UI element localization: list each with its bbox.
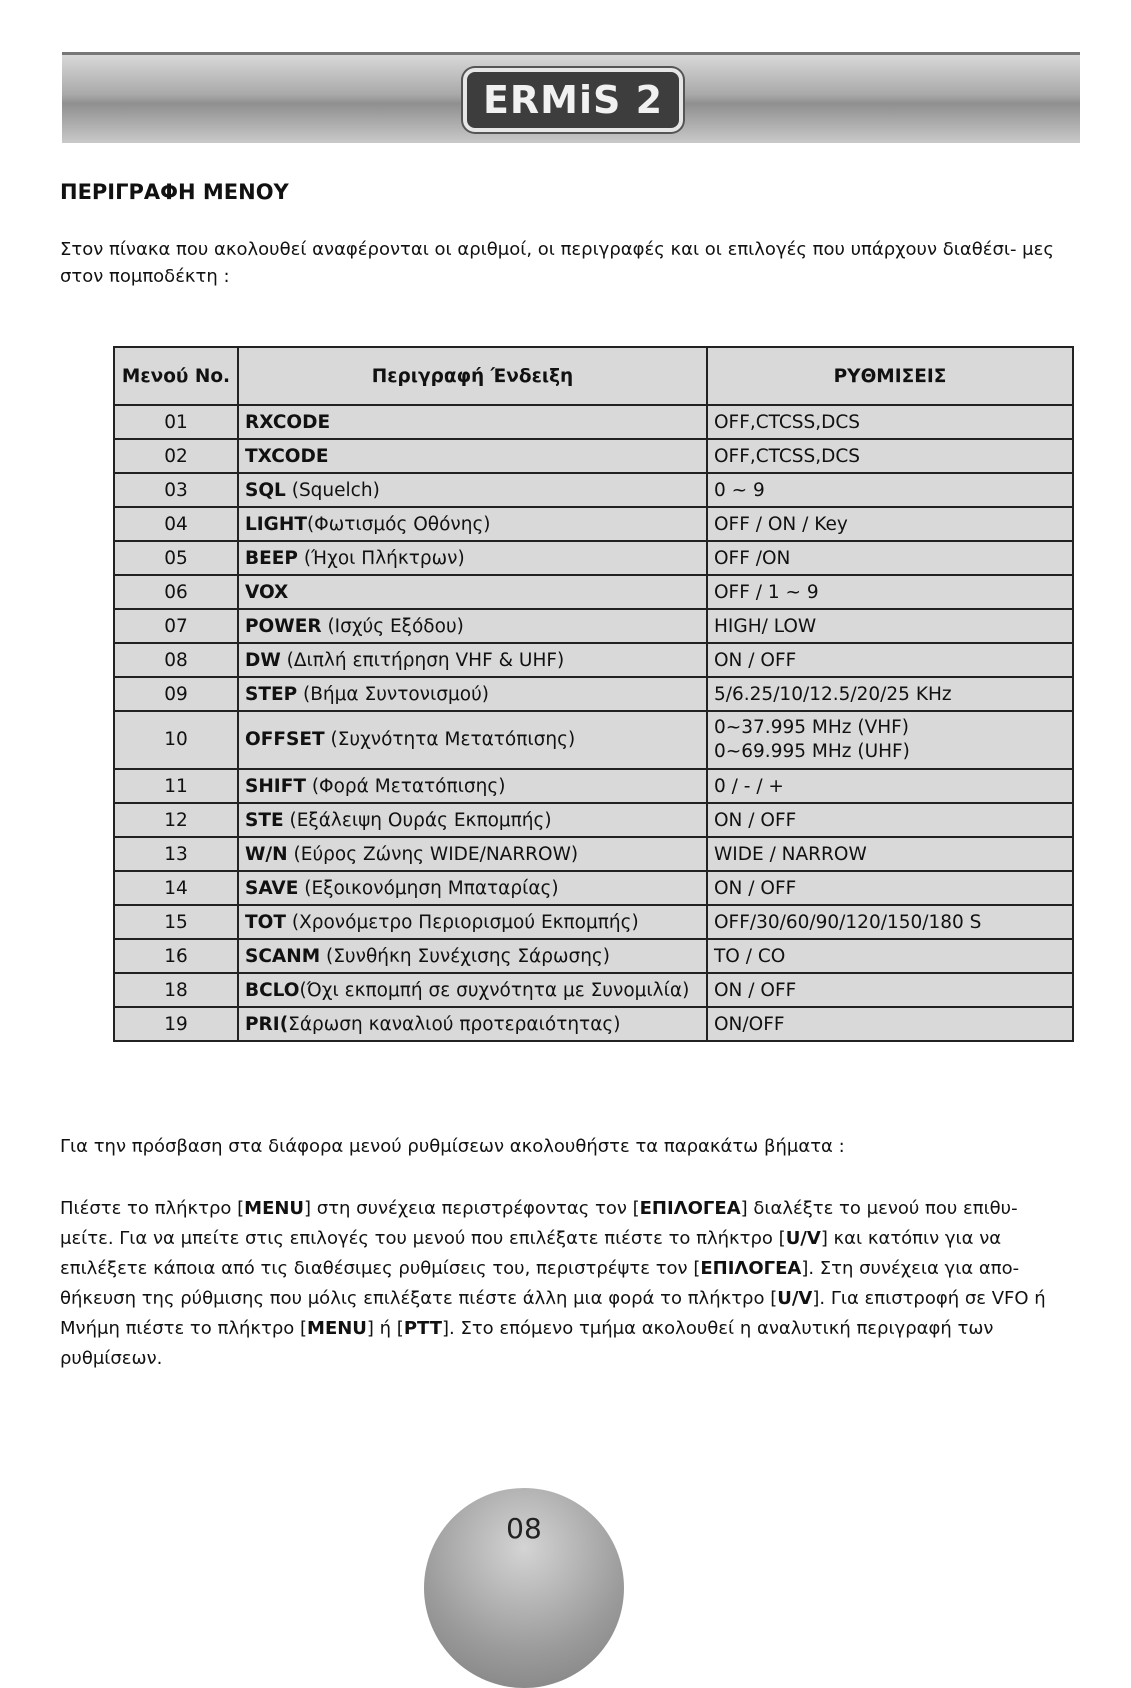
- menu-key: OFFSET: [245, 729, 325, 750]
- instr-text: ] και κατόπιν για να επιλέξετε κάποια από τις διαθέσιμες ρυθμίσεις του, περιστρέψτε τον [: [60, 1228, 1002, 1279]
- menu-desc-text: (Φωτισμός Οθόνης): [306, 513, 491, 535]
- table-row: [114, 405, 1073, 439]
- setting-value: OFF/30/60/90/120/150/180 S: [714, 911, 982, 933]
- setting-value: OFF,CTCSS,DCS: [714, 445, 861, 467]
- menu-number: 18: [114, 973, 238, 1007]
- key-menu: MENU: [244, 1198, 305, 1219]
- menu-setting: [707, 405, 1073, 439]
- menu-description: [238, 473, 707, 507]
- menu-setting: [707, 541, 1073, 575]
- menu-key: SCANM: [245, 945, 321, 967]
- menu-desc-text: (Εξάλειψη Ουράς Εκπομπής): [283, 809, 552, 831]
- menu-description: [238, 439, 707, 473]
- table-row: [114, 507, 1073, 541]
- menu-number: 01: [114, 405, 238, 439]
- instr-text: ] διαλέξτε το μενού που επιθυ- μείτε. Για να μπείτε στις επιλογές του μενού που επιλέξατε πιέστε το πλήκτρο [: [60, 1198, 1018, 1249]
- menu-setting: [707, 939, 1073, 973]
- setting-value: ON / OFF: [714, 649, 797, 671]
- menu-key: BEEP: [245, 547, 298, 569]
- menu-setting: [707, 803, 1073, 837]
- menu-key: TOT: [245, 911, 286, 933]
- key-menu: MENU: [307, 1318, 367, 1339]
- menu-number: 19: [114, 1007, 238, 1041]
- menu-setting: [707, 973, 1073, 1007]
- setting-value: 5/6.25/10/12.5/20/25 KHz: [714, 683, 952, 705]
- menu-description: [238, 803, 707, 837]
- table-row: [114, 541, 1073, 575]
- menu-setting: [707, 575, 1073, 609]
- menu-setting: [707, 609, 1073, 643]
- menu-description: [238, 973, 707, 1007]
- menu-description: [238, 609, 707, 643]
- instr-text: ]. Στη συνέχεια για απο- θήκευση της ρύθμισης που μόλις επιλέξατε πιέστε άλλη μια φορά το πλήκτρο [: [60, 1258, 1020, 1309]
- menu-setting: [707, 439, 1073, 473]
- menu-number: 03: [114, 473, 238, 507]
- menu-setting: [707, 769, 1073, 803]
- menu-desc-text: (Ήχοι Πλήκτρων): [297, 547, 465, 569]
- setting-value-2: 0~69.995 MHz (UHF): [714, 741, 910, 762]
- menu-table: [113, 346, 1074, 1042]
- key-selector: ΕΠΙΛΟΓΕΑ: [639, 1198, 741, 1219]
- menu-setting: [707, 677, 1073, 711]
- menu-number: 09: [114, 677, 238, 711]
- menu-desc-text: (Εύρος Ζώνης WIDE/NARROW): [287, 843, 579, 865]
- menu-desc-text: (Συνθήκη Συνέχισης Σάρωσης): [320, 945, 611, 967]
- menu-description: [238, 905, 707, 939]
- instr-text: Πιέστε το πλήκτρο [: [60, 1198, 245, 1219]
- menu-key: STEP: [245, 683, 298, 705]
- setting-value: OFF / ON / Key: [714, 513, 848, 535]
- menu-number: 02: [114, 439, 238, 473]
- menu-description: [238, 1007, 707, 1041]
- menu-desc-text: (Βήμα Συντονισμού): [297, 683, 490, 705]
- menu-number: 08: [114, 643, 238, 677]
- setting-value: ON / OFF: [714, 877, 797, 899]
- menu-number: 07: [114, 609, 238, 643]
- menu-setting: [707, 643, 1073, 677]
- setting-value: HIGH/ LOW: [714, 615, 817, 637]
- setting-value: WIDE / NARROW: [714, 843, 867, 865]
- menu-number: 16: [114, 939, 238, 973]
- brand-logo: [463, 68, 683, 132]
- table-row: [114, 939, 1073, 973]
- instr-text: ]. Στο επόμενο τμήμα ακολουθεί η αναλυτική περιγραφή των ρυθμίσεων.: [60, 1318, 994, 1369]
- menu-key: SAVE: [245, 877, 299, 899]
- menu-description: [238, 643, 707, 677]
- menu-number: 05: [114, 541, 238, 575]
- menu-description: [238, 575, 707, 609]
- menu-description: [238, 541, 707, 575]
- menu-setting: [707, 837, 1073, 871]
- table-row: [114, 871, 1073, 905]
- menu-description: [238, 507, 707, 541]
- instr-text: ] στη συνέχεια περιστρέφοντας τον [: [304, 1198, 640, 1219]
- key-uv: U/V: [777, 1288, 813, 1309]
- menu-description: [238, 711, 707, 769]
- instr-text: ]. Για επιστροφή σε VFO ή Μνήμη πιέστε το πλήκτρο [: [60, 1288, 1046, 1339]
- menu-desc-text: (Εξοικονόμηση Μπαταρίας): [298, 877, 559, 899]
- table-row: [114, 609, 1073, 643]
- menu-number: 15: [114, 905, 238, 939]
- menu-desc-text: (Squelch): [285, 479, 380, 501]
- menu-key: RXCODE: [245, 411, 331, 433]
- menu-setting: [707, 473, 1073, 507]
- menu-desc-text: Σάρωση καναλιού προτεραιότητας): [288, 1013, 621, 1035]
- menu-number: 04: [114, 507, 238, 541]
- instr-text: ] ή [: [366, 1318, 404, 1339]
- key-ptt: PTT: [403, 1318, 442, 1339]
- menu-key: STE: [245, 809, 284, 831]
- menu-setting: [707, 507, 1073, 541]
- menu-key: W/N: [245, 843, 288, 865]
- menu-desc-text: (Συχνότητα Μετατόπισης): [324, 729, 576, 750]
- table-row: [114, 677, 1073, 711]
- menu-key: POWER: [245, 615, 322, 637]
- table-row: [114, 643, 1073, 677]
- setting-value: ON / OFF: [714, 809, 797, 831]
- menu-number: 13: [114, 837, 238, 871]
- key-selector: ΕΠΙΛΟΓΕΑ: [700, 1258, 802, 1279]
- menu-desc-text: (Όχι εκπομπή σε συχνότητα με Συνομιλία): [299, 979, 690, 1001]
- menu-key: SHIFT: [245, 775, 306, 797]
- table-header-row: [114, 347, 1073, 405]
- menu-description: [238, 871, 707, 905]
- menu-setting: [707, 711, 1073, 769]
- table-row: [114, 803, 1073, 837]
- menu-key: DW: [245, 649, 281, 671]
- menu-number: 06: [114, 575, 238, 609]
- menu-setting: [707, 905, 1073, 939]
- setting-value: 0 / - / +: [714, 775, 784, 797]
- menu-key: PRI(: [245, 1013, 289, 1035]
- setting-value: OFF /ON: [714, 547, 791, 569]
- setting-value: TO / CO: [714, 945, 786, 967]
- setting-value: 0 ~ 9: [714, 479, 765, 501]
- menu-number: 14: [114, 871, 238, 905]
- menu-description: [238, 837, 707, 871]
- table-row: [114, 711, 1073, 769]
- page-number: 08: [506, 1512, 542, 1545]
- setting-value: 0~37.995 MHz (VHF): [714, 717, 909, 738]
- header-settings: ΡΥΘΜΙΣΕΙΣ: [707, 347, 1073, 405]
- menu-number: 11: [114, 769, 238, 803]
- menu-setting: [707, 1007, 1073, 1041]
- menu-key: VOX: [245, 581, 289, 603]
- setting-value: OFF / 1 ~ 9: [714, 581, 819, 603]
- menu-number: 12: [114, 803, 238, 837]
- menu-key: TXCODE: [245, 445, 329, 467]
- table-row: [114, 837, 1073, 871]
- menu-desc-text: (Χρονόμετρο Περιορισμού Εκπομπής): [285, 911, 639, 933]
- menu-key: LIGHT: [245, 513, 307, 535]
- key-uv: U/V: [785, 1228, 821, 1249]
- header-menu-no: Μενού No.: [114, 347, 238, 405]
- setting-value: OFF,CTCSS,DCS: [714, 411, 861, 433]
- menu-desc-text: (Διπλή επιτήρηση VHF & UHF): [280, 649, 565, 671]
- table-row: [114, 575, 1073, 609]
- menu-description: [238, 405, 707, 439]
- access-paragraph: Για την πρόσβαση στα διάφορα μενού ρυθμίσεων ακολουθήστε τα παρακάτω βήματα :: [60, 1136, 845, 1157]
- menu-key: SQL: [245, 479, 286, 501]
- logo-text: ERMiS 2: [482, 78, 664, 122]
- table-row: [114, 973, 1073, 1007]
- table-body: [114, 405, 1073, 1041]
- instructions-paragraph: [60, 1194, 1072, 1374]
- setting-value: ON/OFF: [714, 1013, 785, 1035]
- table-row: [114, 439, 1073, 473]
- menu-setting: [707, 871, 1073, 905]
- table-row: [114, 905, 1073, 939]
- menu-description: [238, 769, 707, 803]
- header-description: Περιγραφή Ένδειξη: [238, 347, 707, 405]
- menu-desc-text: (Ισχύς Εξόδου): [321, 615, 464, 637]
- intro-paragraph: Στον πίνακα που ακολουθεί αναφέρονται οι αριθμοί, οι περιγραφές και οι επιλογές που υπάρχουν διαθέσι- μες στον πομποδέκτη :: [60, 239, 1054, 287]
- menu-description: [238, 677, 707, 711]
- page-title: ΠΕΡΙΓΡΑΦΗ ΜΕΝΟΥ: [60, 180, 289, 204]
- menu-key: BCLO: [245, 979, 300, 1001]
- menu-desc-text: (Φορά Μετατόπισης): [305, 775, 506, 797]
- menu-description: [238, 939, 707, 973]
- menu-number: 10: [114, 711, 238, 769]
- table-row: [114, 1007, 1073, 1041]
- table-row: [114, 769, 1073, 803]
- table-row: [114, 473, 1073, 507]
- setting-value: ON / OFF: [714, 979, 797, 1001]
